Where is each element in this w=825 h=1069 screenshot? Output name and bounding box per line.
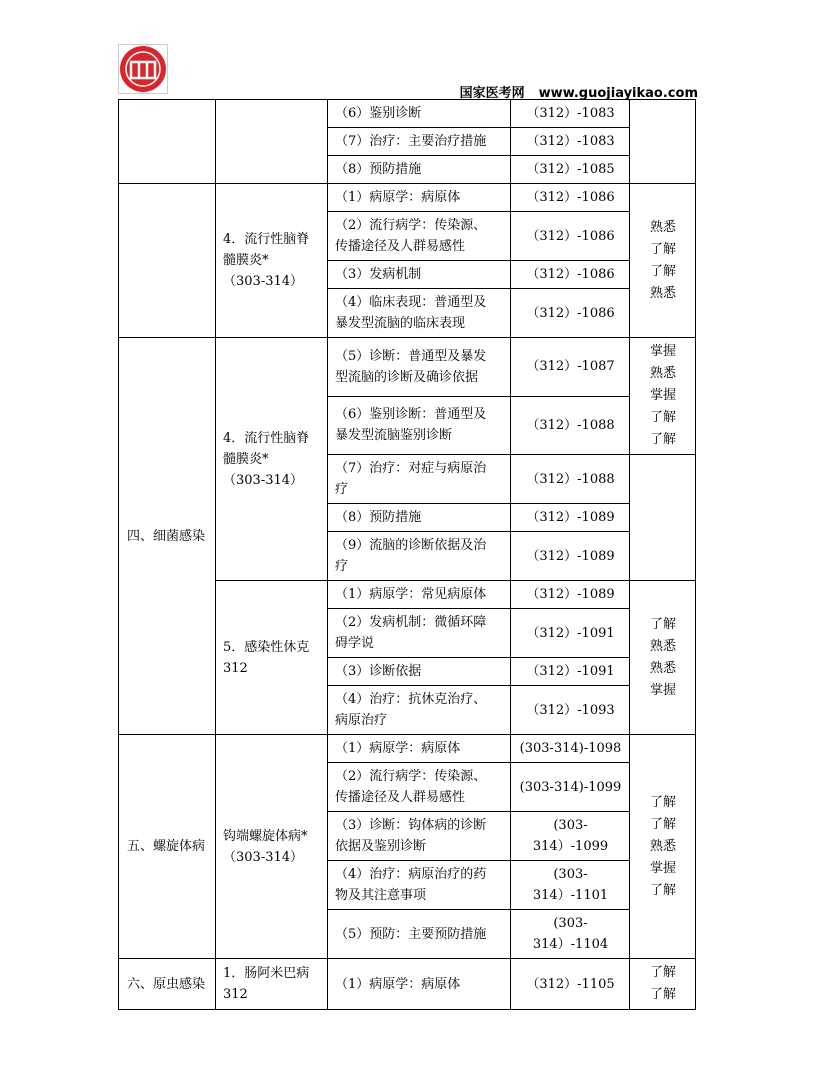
- item-text: （2）发病机制：微循环障: [335, 615, 487, 630]
- page-text: （312）-1086: [526, 190, 615, 205]
- site-logo: [118, 44, 168, 94]
- requirement-level: 熟悉: [649, 638, 676, 654]
- requirement-cell: [630, 959, 696, 1010]
- item-cell: [328, 504, 511, 532]
- item-cell: [328, 289, 511, 338]
- page-cell: [511, 128, 630, 156]
- requirement-level: 了解: [649, 794, 676, 810]
- site-url[interactable]: www.guojiayikao.com: [538, 86, 698, 101]
- category-name: 四、细菌感染: [127, 528, 206, 544]
- page-text: (303-314）-1104: [532, 916, 609, 952]
- item-text: （1）病原学：常见病原体: [335, 587, 487, 602]
- item-text: 碍学说: [335, 636, 375, 651]
- page-text: （312）-1088: [526, 471, 615, 487]
- item-cell: [328, 763, 511, 812]
- page-text: （312）-1083: [526, 134, 615, 149]
- page-text: （312）-1089: [526, 510, 615, 525]
- requirement-cell: [630, 184, 696, 338]
- table-row: [119, 100, 696, 128]
- item-text: 依据及鉴别诊断: [335, 839, 427, 854]
- item-cell: [328, 581, 511, 609]
- requirement-level: 熟悉: [649, 660, 676, 676]
- page-cell: [511, 812, 630, 861]
- page-cell: [511, 184, 630, 212]
- item-text: （2）流行病学：传染源、: [335, 769, 487, 784]
- item-cell: [328, 100, 511, 128]
- item-text: （6）鉴别诊断: [335, 106, 422, 121]
- item-text: 暴发型流脑鉴别诊断: [335, 428, 453, 444]
- requirement-level: 了解: [649, 987, 676, 1002]
- item-cell: [328, 212, 511, 261]
- item-text: 疗: [335, 559, 349, 574]
- page-cell: [511, 581, 630, 609]
- category-cell: [119, 735, 216, 959]
- category-name: 六、原虫感染: [127, 976, 206, 992]
- page-cell: [511, 763, 630, 812]
- requirement-level: 掌握: [649, 388, 676, 403]
- page-text: （312）-1088: [526, 417, 615, 433]
- disease-range: 312: [223, 987, 248, 1002]
- page-cell: [511, 532, 630, 581]
- requirement-level: 了解: [649, 241, 676, 257]
- item-cell: [328, 184, 511, 212]
- page-cell: [511, 338, 630, 397]
- requirement-level: 了解: [649, 965, 676, 980]
- requirement-cell: [630, 338, 696, 455]
- page-cell: [511, 609, 630, 658]
- item-text: 病原治疗: [335, 713, 388, 728]
- item-cell: [328, 861, 511, 910]
- disease-cell: [216, 735, 328, 959]
- item-cell: [328, 735, 511, 763]
- item-text: （7）治疗：对症与病原治: [335, 461, 487, 476]
- page-cell: [511, 861, 630, 910]
- requirement-level: 了解: [649, 432, 676, 447]
- page-cell: [511, 289, 630, 338]
- item-cell: [328, 396, 511, 455]
- item-text: （3）发病机制: [335, 267, 422, 282]
- disease-name: 5．感染性休克: [223, 639, 310, 655]
- category-cell: [119, 338, 216, 735]
- item-text: 传播途径及人群易感性: [335, 239, 466, 254]
- requirement-level: 掌握: [649, 860, 676, 876]
- page-text: （312）-1086: [526, 305, 615, 321]
- item-text: （8）预防措施: [335, 510, 422, 525]
- table-row: [119, 735, 696, 763]
- requirement-cell: [630, 735, 696, 959]
- disease-name: 髓膜炎*: [223, 253, 269, 268]
- table-row: [119, 959, 696, 1010]
- item-text: （1）病原学：病原体: [335, 190, 461, 205]
- disease-cell: [216, 338, 328, 581]
- disease-name: 髓膜炎*: [223, 451, 269, 467]
- category-cell: [119, 959, 216, 1010]
- item-cell: [328, 261, 511, 289]
- page-text: （312）-1105: [526, 976, 615, 992]
- page-text: （312）-1083: [526, 106, 615, 121]
- item-cell: [328, 658, 511, 686]
- requirement-level: 熟悉: [649, 838, 676, 854]
- page-text: （312）-1091: [526, 625, 615, 641]
- item-cell: [328, 609, 511, 658]
- category-cell: [119, 184, 216, 338]
- disease-cell: [216, 100, 328, 184]
- item-text: （4）治疗：抗休克治疗、: [335, 692, 487, 707]
- requirement-level: 了解: [649, 816, 676, 832]
- page-cell: [511, 212, 630, 261]
- requirement-level: 了解: [649, 410, 676, 425]
- disease-cell: [216, 959, 328, 1010]
- requirement-cell: [630, 455, 696, 581]
- page-text: (303-314）-1099: [532, 818, 609, 854]
- page-text: （312）-1089: [526, 548, 615, 564]
- item-text: （4）临床表现：普通型及: [335, 295, 487, 310]
- page-text: (303-314)-1098: [519, 741, 622, 756]
- page-cell: [511, 100, 630, 128]
- page-text: (303-314）-1101: [532, 867, 609, 903]
- item-cell: [328, 959, 511, 1010]
- item-text: （1）病原学：病原体: [335, 976, 461, 992]
- requirement-level: 熟悉: [649, 219, 676, 235]
- page-cell: [511, 504, 630, 532]
- disease-cell: [216, 184, 328, 338]
- item-cell: [328, 910, 511, 959]
- requirement-level: 了解: [649, 882, 676, 898]
- item-cell: [328, 338, 511, 397]
- disease-range: （303-314）: [223, 472, 304, 488]
- item-text: （1）病原学：病原体: [335, 741, 461, 756]
- item-text: （3）诊断：钩体病的诊断: [335, 818, 487, 833]
- requirement-level: 熟悉: [649, 366, 676, 381]
- disease-range: （303-314）: [223, 274, 304, 289]
- item-text: （3）诊断依据: [335, 664, 422, 679]
- page-cell: [511, 455, 630, 504]
- item-text: （9）流脑的诊断依据及治: [335, 538, 487, 553]
- page-cell: [511, 396, 630, 455]
- item-text: 物及其注意事项: [335, 888, 427, 903]
- requirement-cell: [630, 581, 696, 735]
- page-cell: [511, 686, 630, 735]
- disease-name: 4．流行性脑脊: [223, 232, 310, 247]
- item-cell: [328, 686, 511, 735]
- page-text: （312）-1086: [526, 228, 615, 244]
- requirement-level: 掌握: [649, 682, 676, 698]
- requirement-cell: [630, 100, 696, 184]
- category-cell: [119, 100, 216, 184]
- item-text: （2）流行病学：传染源、: [335, 218, 487, 233]
- table-row: [119, 184, 696, 212]
- page-cell: [511, 261, 630, 289]
- site-name: 国家医考网: [459, 86, 525, 101]
- page-text: (303-314)-1099: [519, 779, 622, 795]
- item-text: 型流脑的诊断及确诊依据: [335, 369, 479, 385]
- page-cell: [511, 910, 630, 959]
- disease-range: （303-314）: [223, 849, 304, 865]
- page-text: （312）-1086: [526, 267, 615, 282]
- page-cell: [511, 735, 630, 763]
- requirement-level: 掌握: [649, 344, 676, 359]
- item-cell: [328, 532, 511, 581]
- page-text: （312）-1085: [526, 162, 615, 177]
- page-cell: [511, 658, 630, 686]
- disease-name: 1．肠阿米巴病: [223, 966, 310, 981]
- disease-name: 钩端螺旋体病*: [223, 828, 308, 844]
- syllabus-table: [118, 99, 696, 1010]
- category-name: 五、螺旋体病: [127, 839, 206, 854]
- item-text: （5）诊断：普通型及暴发: [335, 348, 487, 364]
- item-text: 传播途径及人群易感性: [335, 790, 466, 805]
- page-text: （312）-1091: [526, 664, 615, 679]
- page-text: （312）-1087: [526, 359, 615, 375]
- page-cell: [511, 959, 630, 1010]
- disease-cell: [216, 581, 328, 735]
- item-text: （4）治疗：病原治疗的药: [335, 867, 487, 882]
- item-text: （5）预防：主要预防措施: [335, 926, 487, 942]
- item-text: 疗: [335, 482, 349, 497]
- page-text: （312）-1089: [526, 587, 615, 602]
- disease-range: 312: [223, 660, 248, 676]
- item-text: （6）鉴别诊断：普通型及: [335, 407, 487, 423]
- item-text: 暴发型流脑的临床表现: [335, 316, 466, 331]
- item-cell: [328, 128, 511, 156]
- table-row: [119, 338, 696, 397]
- disease-name: 4．流行性脑脊: [223, 430, 310, 446]
- page-cell: [511, 156, 630, 184]
- requirement-level: 熟悉: [649, 285, 676, 301]
- item-cell: [328, 812, 511, 861]
- item-text: （7）治疗：主要治疗措施: [335, 134, 487, 149]
- requirement-level: 了解: [649, 263, 676, 279]
- item-cell: [328, 455, 511, 504]
- item-text: （8）预防措施: [335, 162, 422, 177]
- page-text: （312）-1093: [526, 702, 615, 718]
- requirement-level: 了解: [649, 616, 676, 632]
- item-cell: [328, 156, 511, 184]
